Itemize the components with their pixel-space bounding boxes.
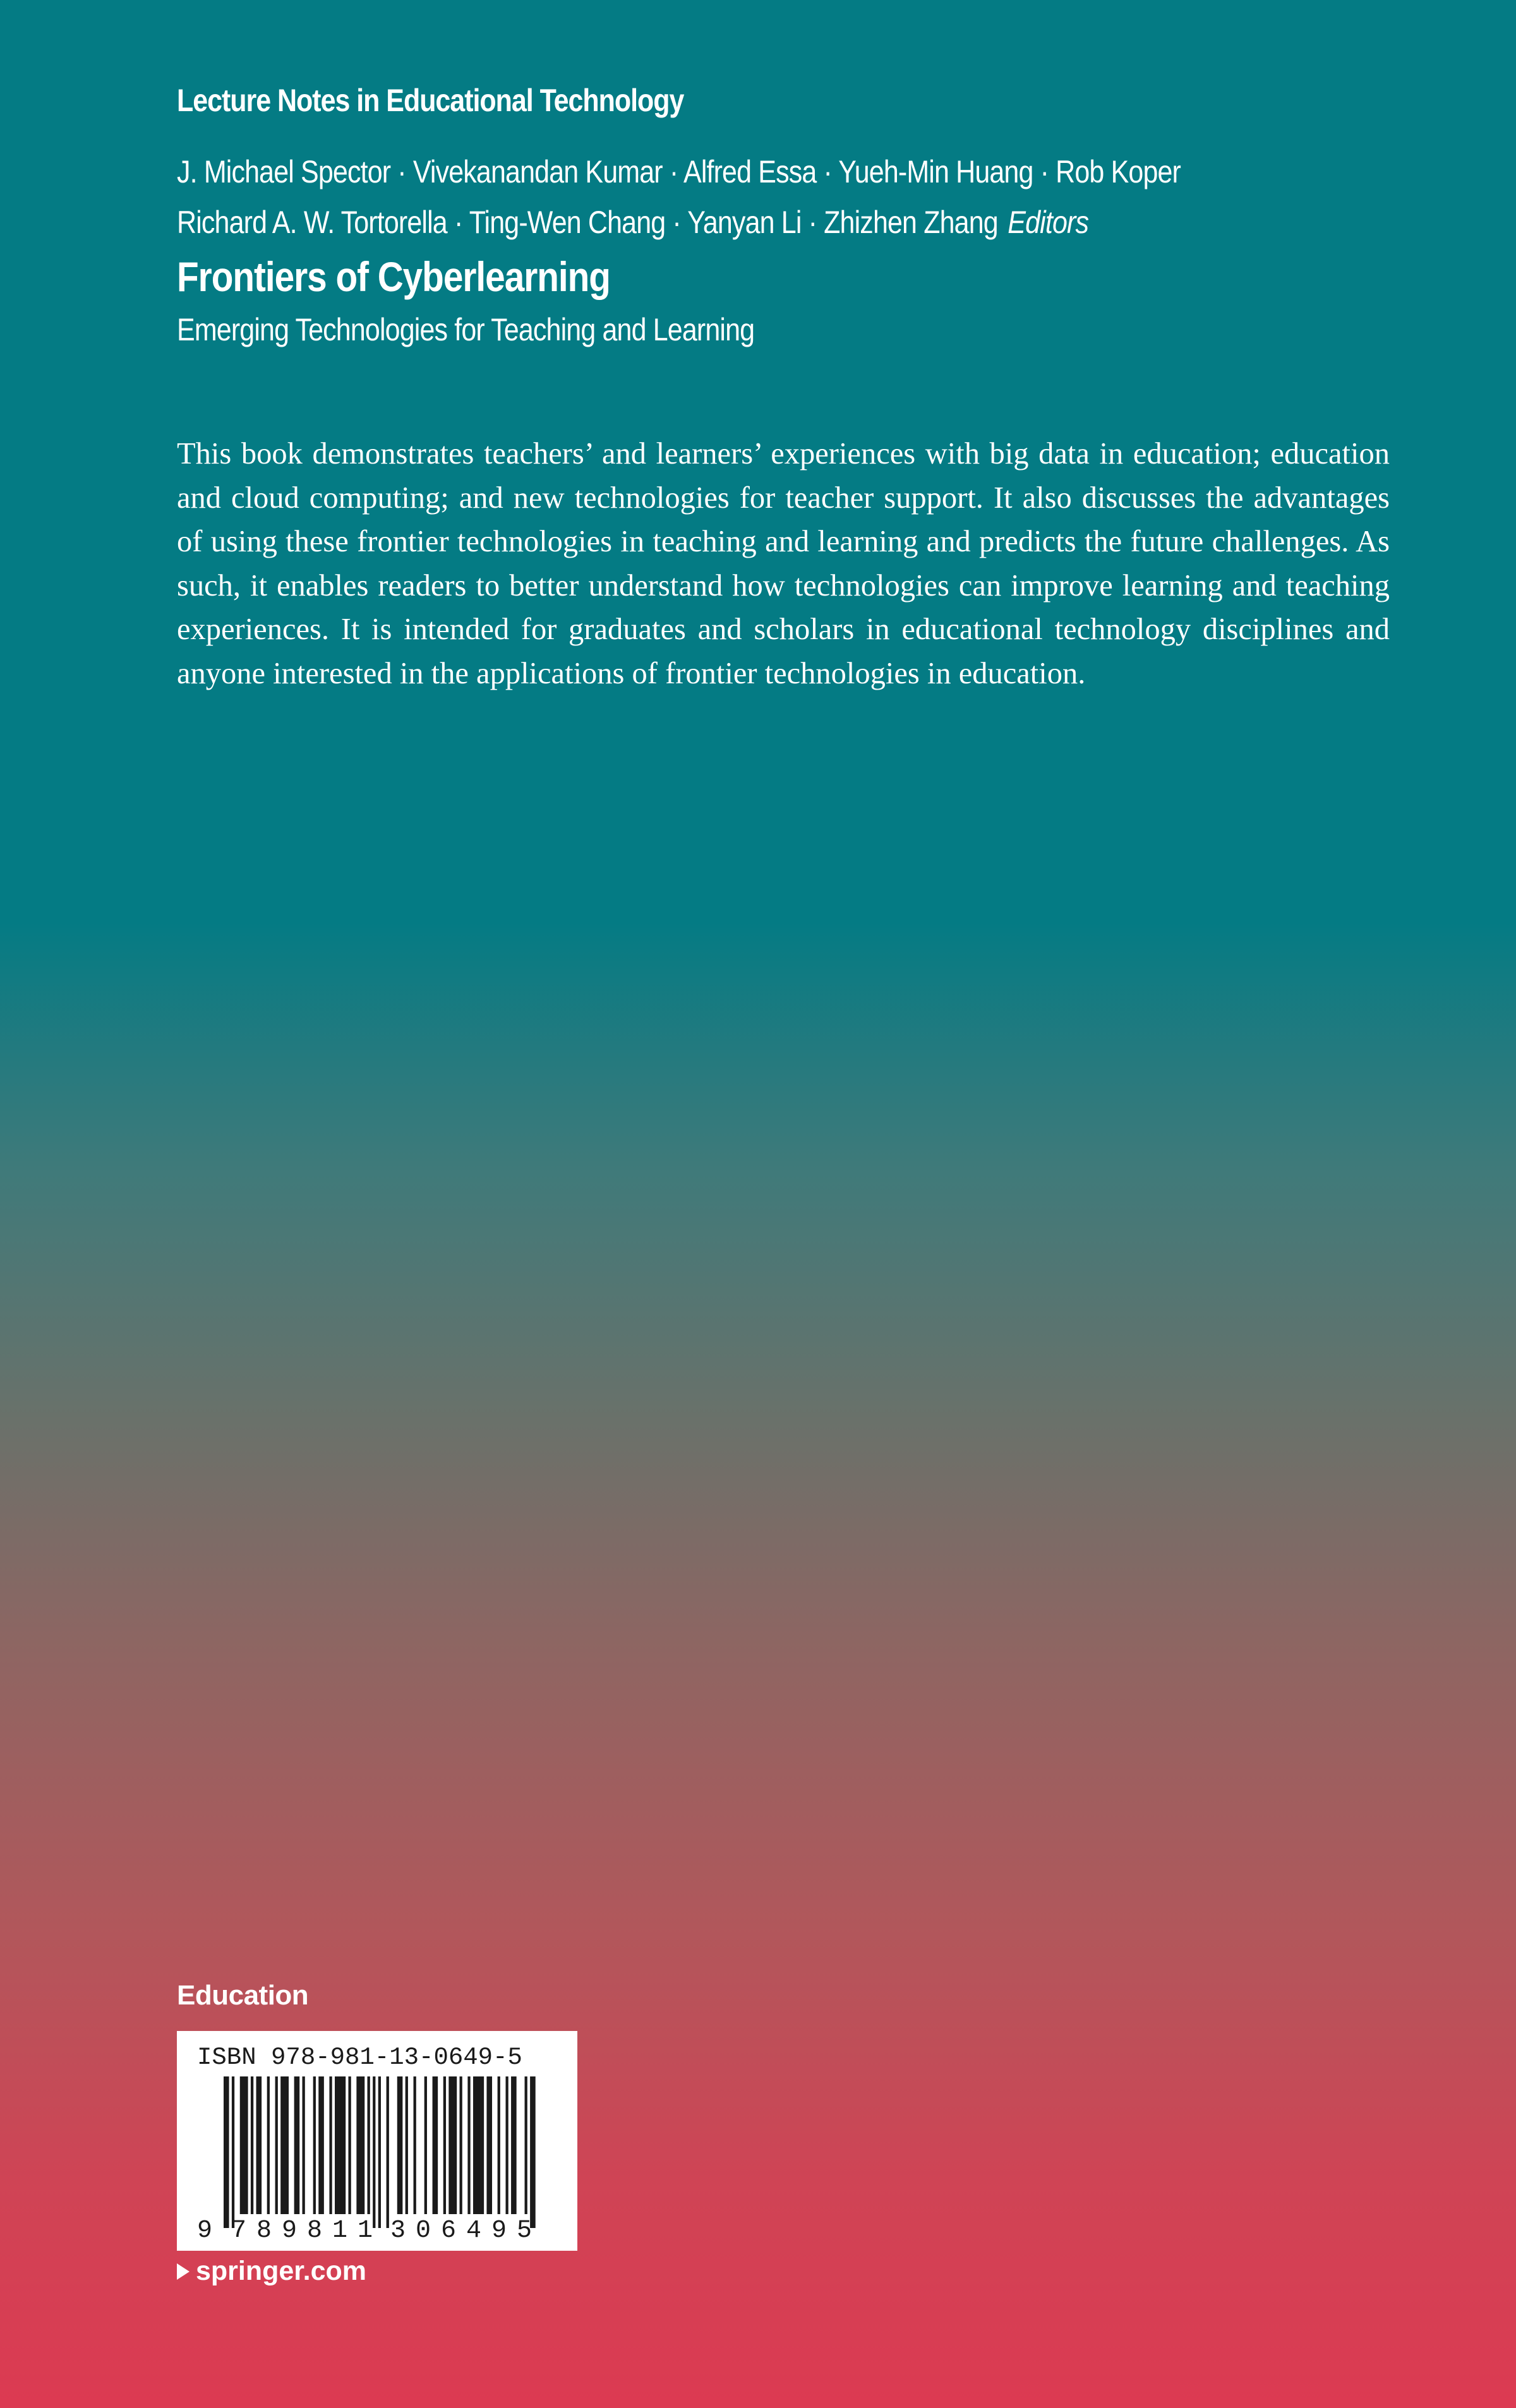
barcode-bar [294,2076,300,2214]
book-title: Frontiers of Cyberlearning [177,253,610,300]
barcode-bar [397,2076,403,2214]
barcode-bar [240,2076,248,2214]
barcode-bar [460,2076,462,2214]
barcode-bar [256,2076,262,2214]
barcode-bar [443,2076,446,2214]
barcode-bar [280,2076,289,2214]
editors-line-2 [177,197,1181,248]
barcode-bar [424,2076,427,2214]
barcode-bar [335,2076,346,2214]
barcode-right-digits: 306495 [390,2217,532,2245]
editors-list [177,147,1181,248]
barcode-bar [486,2076,492,2214]
barcode-first-digit: 9 [197,2217,213,2245]
barcode-bar [224,2076,229,2228]
editors-line-1: J. Michael Spector · Vivekanandan Kumar · Alfred Essa · Yueh-Min Huang · Rob Koper [177,154,1181,189]
barcode-bar [414,2076,416,2214]
barcode-bar [530,2076,536,2228]
isbn-label: ISBN 978-981-13-0649-5 [197,2044,522,2071]
barcode-bar [406,2076,408,2214]
triangle-right-icon [177,2263,190,2280]
barcode-graphic [177,2031,577,2251]
book-description: This book demonstrates teachers’ and learners’ experiences with big data in education; education and cloud computing; and new technologies for teacher support. It also discusses the advantages of using these frontier technologies in teaching and learning and predicts the future challenges. As such, it enables readers to better understand how technologies can improve learning and teaching experiences. It is intended for graduates and scholars in educational technology disciplines and anyone interested in the applications of frontier technologies in education. [177,437,1390,690]
series-title: Lecture Notes in Educational Technology [177,83,684,118]
isbn-barcode [177,2031,577,2251]
editors-names-2: Richard A. W. Tortorella · Ting-Wen Chang · Yanyan Li · Zhizhen Zhang [177,205,998,240]
barcode-bar [467,2076,470,2214]
barcode-bar [329,2076,332,2214]
barcode-bar [275,2076,278,2214]
editors-role: Editors [1008,205,1089,240]
barcode-bar [387,2076,389,2228]
barcode-bar [368,2076,370,2214]
barcode-bar [473,2076,484,2214]
barcode-bar [378,2076,381,2228]
barcode-bar [433,2076,438,2214]
barcode-bar [267,2076,270,2214]
book-subtitle: Emerging Technologies for Teaching and Learning [177,312,755,347]
barcode-bar [356,2076,364,2214]
barcode-bar [348,2076,351,2214]
barcode-bar [303,2076,305,2214]
barcode-bars [224,2076,536,2228]
barcode-bar [318,2076,324,2214]
barcode-bar [511,2076,517,2214]
barcode-left-digits: 789811 [231,2217,373,2245]
barcode-bar [498,2076,500,2214]
barcode-bar [505,2076,508,2214]
subject-category: Education [177,1980,309,2011]
publisher-link[interactable] [177,2256,366,2287]
barcode-bar [251,2076,253,2214]
barcode-bar [232,2076,234,2228]
barcode-bar [448,2076,457,2214]
barcode-bar [313,2076,316,2214]
publisher-url: springer.com [196,2256,367,2286]
barcode-bar [525,2076,527,2214]
barcode-bar [373,2076,375,2228]
